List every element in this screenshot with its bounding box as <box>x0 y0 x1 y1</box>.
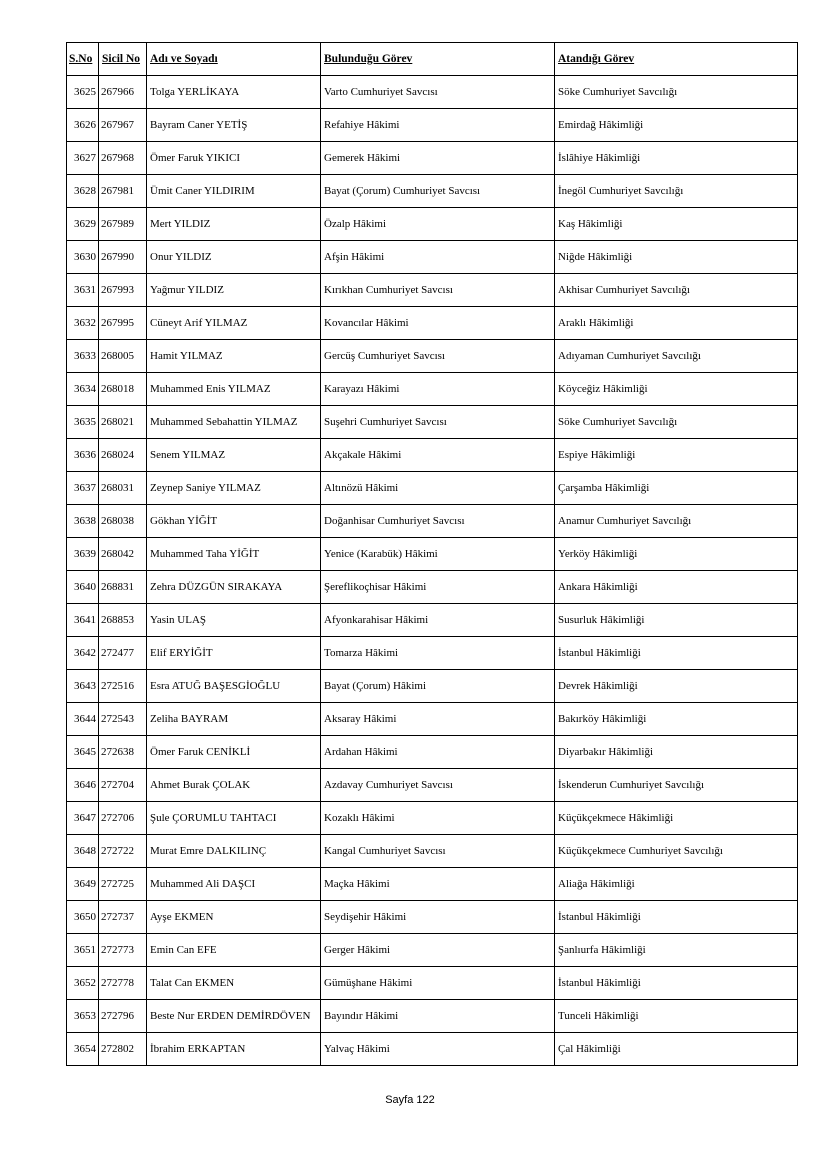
table-row <box>67 736 798 769</box>
cell-assigned-post: İstanbul Hâkimliği <box>555 967 798 1000</box>
table-row <box>67 670 798 703</box>
table-row <box>67 76 798 109</box>
cell-assigned-post: Çal Hâkimliği <box>555 1033 798 1066</box>
cell-name: İbrahim ERKAPTAN <box>147 1033 321 1066</box>
table-row <box>67 637 798 670</box>
cell-assigned-post: Adıyaman Cumhuriyet Savcılığı <box>555 340 798 373</box>
cell-current-post: Gerger Hâkimi <box>321 934 555 967</box>
cell-name: Hamit YILMAZ <box>147 340 321 373</box>
cell-current-post: Afyonkarahisar Hâkimi <box>321 604 555 637</box>
table-row <box>67 274 798 307</box>
appointment-table <box>66 42 798 1066</box>
cell-current-post: Aksaray Hâkimi <box>321 703 555 736</box>
cell-current-post: Varto Cumhuriyet Savcısı <box>321 76 555 109</box>
header-name: Adı ve Soyadı <box>147 43 321 76</box>
cell-assigned-post: Devrek Hâkimliği <box>555 670 798 703</box>
table-row <box>67 604 798 637</box>
cell-sno: 3641 <box>67 604 99 637</box>
cell-sno: 3638 <box>67 505 99 538</box>
table-row <box>67 901 798 934</box>
cell-assigned-post: Aliağa Hâkimliği <box>555 868 798 901</box>
cell-sicil-no: 272773 <box>99 934 147 967</box>
cell-sno: 3628 <box>67 175 99 208</box>
cell-sicil-no: 272638 <box>99 736 147 769</box>
table-row <box>67 802 798 835</box>
cell-current-post: Doğanhisar Cumhuriyet Savcısı <box>321 505 555 538</box>
cell-name: Muhammed Taha YİĞİT <box>147 538 321 571</box>
cell-sicil-no: 268024 <box>99 439 147 472</box>
cell-sicil-no: 267966 <box>99 76 147 109</box>
cell-name: Ömer Faruk YIKICI <box>147 142 321 175</box>
cell-current-post: Afşin Hâkimi <box>321 241 555 274</box>
cell-current-post: Bayat (Çorum) Cumhuriyet Savcısı <box>321 175 555 208</box>
cell-name: Murat Emre DALKILINÇ <box>147 835 321 868</box>
cell-name: Onur YILDIZ <box>147 241 321 274</box>
cell-assigned-post: İstanbul Hâkimliği <box>555 637 798 670</box>
cell-sno: 3639 <box>67 538 99 571</box>
cell-sno: 3636 <box>67 439 99 472</box>
page-number: Sayfa 122 <box>385 1094 435 1106</box>
cell-name: Muhammed Enis YILMAZ <box>147 373 321 406</box>
table-row <box>67 307 798 340</box>
cell-name: Esra ATUĞ BAŞESGİOĞLU <box>147 670 321 703</box>
cell-current-post: Tomarza Hâkimi <box>321 637 555 670</box>
table-row <box>67 703 798 736</box>
cell-assigned-post: Yerköy Hâkimliği <box>555 538 798 571</box>
table-row <box>67 472 798 505</box>
table-row <box>67 1000 798 1033</box>
cell-sno: 3646 <box>67 769 99 802</box>
cell-assigned-post: İskenderun Cumhuriyet Savcılığı <box>555 769 798 802</box>
cell-sno: 3650 <box>67 901 99 934</box>
cell-assigned-post: Küçükçekmece Cumhuriyet Savcılığı <box>555 835 798 868</box>
cell-sno: 3649 <box>67 868 99 901</box>
cell-assigned-post: Bakırköy Hâkimliği <box>555 703 798 736</box>
cell-sicil-no: 272543 <box>99 703 147 736</box>
table-row <box>67 967 798 1000</box>
table-row <box>67 241 798 274</box>
cell-sicil-no: 267968 <box>99 142 147 175</box>
table-row <box>67 439 798 472</box>
table-body <box>67 76 798 1066</box>
cell-name: Cüneyt Arif YILMAZ <box>147 307 321 340</box>
table-header-row <box>67 43 798 76</box>
cell-sicil-no: 272796 <box>99 1000 147 1033</box>
cell-name: Ömer Faruk CENİKLİ <box>147 736 321 769</box>
cell-sicil-no: 268031 <box>99 472 147 505</box>
cell-assigned-post: İslâhiye Hâkimliği <box>555 142 798 175</box>
cell-assigned-post: İnegöl Cumhuriyet Savcılığı <box>555 175 798 208</box>
cell-current-post: Seydişehir Hâkimi <box>321 901 555 934</box>
cell-assigned-post: Kaş Hâkimliği <box>555 208 798 241</box>
table-row <box>67 538 798 571</box>
cell-sno: 3642 <box>67 637 99 670</box>
cell-name: Elif ERYİĞİT <box>147 637 321 670</box>
cell-sno: 3630 <box>67 241 99 274</box>
header-sicil-no: Sicil No <box>99 43 147 76</box>
cell-name: Zeliha BAYRAM <box>147 703 321 736</box>
cell-assigned-post: Niğde Hâkimliği <box>555 241 798 274</box>
cell-name: Ahmet Burak ÇOLAK <box>147 769 321 802</box>
cell-name: Talat Can EKMEN <box>147 967 321 1000</box>
cell-name: Ayşe EKMEN <box>147 901 321 934</box>
cell-sno: 3653 <box>67 1000 99 1033</box>
cell-name: Beste Nur ERDEN DEMİRDÖVEN <box>147 1000 321 1033</box>
cell-sicil-no: 268853 <box>99 604 147 637</box>
cell-sicil-no: 272722 <box>99 835 147 868</box>
cell-name: Muhammed Sebahattin YILMAZ <box>147 406 321 439</box>
table-row <box>67 1033 798 1066</box>
cell-sno: 3625 <box>67 76 99 109</box>
cell-current-post: Gümüşhane Hâkimi <box>321 967 555 1000</box>
cell-assigned-post: Söke Cumhuriyet Savcılığı <box>555 406 798 439</box>
cell-sno: 3647 <box>67 802 99 835</box>
cell-assigned-post: Söke Cumhuriyet Savcılığı <box>555 76 798 109</box>
cell-sno: 3654 <box>67 1033 99 1066</box>
cell-sno: 3632 <box>67 307 99 340</box>
table-row <box>67 109 798 142</box>
cell-assigned-post: Araklı Hâkimliği <box>555 307 798 340</box>
cell-sicil-no: 272802 <box>99 1033 147 1066</box>
cell-sno: 3626 <box>67 109 99 142</box>
cell-assigned-post: Ankara Hâkimliği <box>555 571 798 604</box>
cell-sicil-no: 268042 <box>99 538 147 571</box>
cell-assigned-post: Tunceli Hâkimliği <box>555 1000 798 1033</box>
cell-name: Şule ÇORUMLU TAHTACI <box>147 802 321 835</box>
cell-current-post: Gercüş Cumhuriyet Savcısı <box>321 340 555 373</box>
cell-name: Yasin ULAŞ <box>147 604 321 637</box>
cell-sicil-no: 268038 <box>99 505 147 538</box>
cell-assigned-post: İstanbul Hâkimliği <box>555 901 798 934</box>
table-row <box>67 406 798 439</box>
cell-assigned-post: Emirdağ Hâkimliği <box>555 109 798 142</box>
cell-sno: 3652 <box>67 967 99 1000</box>
cell-sicil-no: 272725 <box>99 868 147 901</box>
cell-assigned-post: Köyceğiz Hâkimliği <box>555 373 798 406</box>
cell-current-post: Yalvaç Hâkimi <box>321 1033 555 1066</box>
cell-name: Zehra DÜZGÜN SIRAKAYA <box>147 571 321 604</box>
table-row <box>67 175 798 208</box>
cell-name: Muhammed Ali DAŞCI <box>147 868 321 901</box>
cell-assigned-post: Şanlıurfa Hâkimliği <box>555 934 798 967</box>
table-row <box>67 934 798 967</box>
cell-sicil-no: 268021 <box>99 406 147 439</box>
cell-sicil-no: 268005 <box>99 340 147 373</box>
cell-current-post: Karayazı Hâkimi <box>321 373 555 406</box>
table-row <box>67 769 798 802</box>
table-row <box>67 571 798 604</box>
cell-name: Gökhan YİĞİT <box>147 505 321 538</box>
cell-current-post: Kozaklı Hâkimi <box>321 802 555 835</box>
cell-current-post: Refahiye Hâkimi <box>321 109 555 142</box>
table-row <box>67 868 798 901</box>
cell-assigned-post: Çarşamba Hâkimliği <box>555 472 798 505</box>
header-sno: S.No <box>67 43 99 76</box>
cell-current-post: Azdavay Cumhuriyet Savcısı <box>321 769 555 802</box>
cell-sno: 3645 <box>67 736 99 769</box>
cell-sicil-no: 272778 <box>99 967 147 1000</box>
cell-sno: 3648 <box>67 835 99 868</box>
cell-current-post: Gemerek Hâkimi <box>321 142 555 175</box>
cell-name: Mert YILDIZ <box>147 208 321 241</box>
cell-sicil-no: 267981 <box>99 175 147 208</box>
cell-current-post: Kırıkhan Cumhuriyet Savcısı <box>321 274 555 307</box>
table-row <box>67 505 798 538</box>
cell-name: Yağmur YILDIZ <box>147 274 321 307</box>
cell-sicil-no: 268831 <box>99 571 147 604</box>
table-row <box>67 373 798 406</box>
cell-sicil-no: 272706 <box>99 802 147 835</box>
cell-name: Bayram Caner YETİŞ <box>147 109 321 142</box>
cell-assigned-post: Diyarbakır Hâkimliği <box>555 736 798 769</box>
table-row <box>67 142 798 175</box>
cell-name: Senem YILMAZ <box>147 439 321 472</box>
cell-sicil-no: 267993 <box>99 274 147 307</box>
cell-name: Tolga YERLİKAYA <box>147 76 321 109</box>
cell-current-post: Altınözü Hâkimi <box>321 472 555 505</box>
cell-sno: 3644 <box>67 703 99 736</box>
table-row <box>67 835 798 868</box>
cell-current-post: Bayat (Çorum) Hâkimi <box>321 670 555 703</box>
cell-sicil-no: 272477 <box>99 637 147 670</box>
cell-current-post: Ardahan Hâkimi <box>321 736 555 769</box>
cell-current-post: Yenice (Karabük) Hâkimi <box>321 538 555 571</box>
cell-sno: 3631 <box>67 274 99 307</box>
header-current-post: Bulunduğu Görev <box>321 43 555 76</box>
cell-assigned-post: Anamur Cumhuriyet Savcılığı <box>555 505 798 538</box>
cell-sno: 3651 <box>67 934 99 967</box>
cell-current-post: Özalp Hâkimi <box>321 208 555 241</box>
cell-sno: 3633 <box>67 340 99 373</box>
cell-assigned-post: Akhisar Cumhuriyet Savcılığı <box>555 274 798 307</box>
cell-sicil-no: 272516 <box>99 670 147 703</box>
cell-sno: 3635 <box>67 406 99 439</box>
table-row <box>67 340 798 373</box>
cell-sicil-no: 267995 <box>99 307 147 340</box>
cell-current-post: Kangal Cumhuriyet Savcısı <box>321 835 555 868</box>
cell-sno: 3629 <box>67 208 99 241</box>
cell-name: Emin Can EFE <box>147 934 321 967</box>
cell-sno: 3634 <box>67 373 99 406</box>
cell-current-post: Bayındır Hâkimi <box>321 1000 555 1033</box>
cell-name: Zeynep Saniye YILMAZ <box>147 472 321 505</box>
cell-sno: 3627 <box>67 142 99 175</box>
cell-current-post: Akçakale Hâkimi <box>321 439 555 472</box>
cell-sicil-no: 267990 <box>99 241 147 274</box>
cell-sicil-no: 268018 <box>99 373 147 406</box>
cell-current-post: Kovancılar Hâkimi <box>321 307 555 340</box>
cell-current-post: Şereflikoçhisar Hâkimi <box>321 571 555 604</box>
table-row <box>67 208 798 241</box>
cell-sicil-no: 267967 <box>99 109 147 142</box>
cell-sno: 3637 <box>67 472 99 505</box>
cell-sno: 3640 <box>67 571 99 604</box>
cell-current-post: Suşehri Cumhuriyet Savcısı <box>321 406 555 439</box>
cell-assigned-post: Espiye Hâkimliği <box>555 439 798 472</box>
cell-sicil-no: 272704 <box>99 769 147 802</box>
header-assigned-post: Atandığı Görev <box>555 43 798 76</box>
cell-assigned-post: Susurluk Hâkimliği <box>555 604 798 637</box>
cell-sicil-no: 272737 <box>99 901 147 934</box>
cell-current-post: Maçka Hâkimi <box>321 868 555 901</box>
cell-sicil-no: 267989 <box>99 208 147 241</box>
cell-assigned-post: Küçükçekmece Hâkimliği <box>555 802 798 835</box>
cell-sno: 3643 <box>67 670 99 703</box>
cell-name: Ümit Caner YILDIRIM <box>147 175 321 208</box>
